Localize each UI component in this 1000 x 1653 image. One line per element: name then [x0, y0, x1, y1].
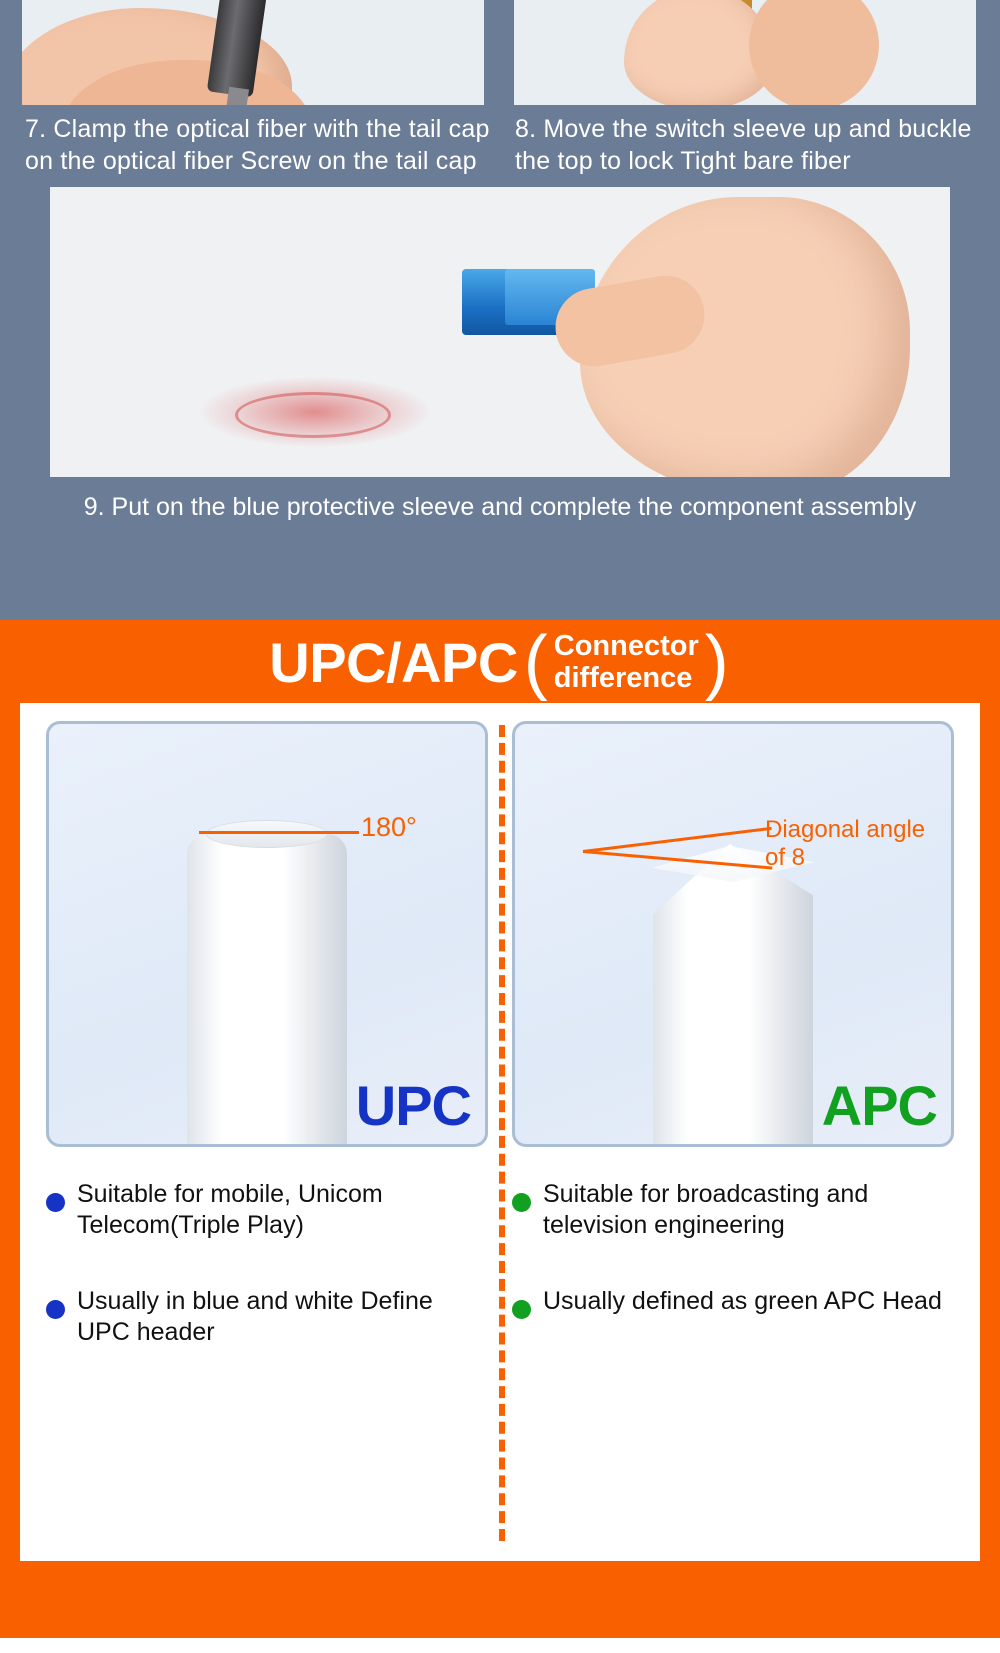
connector-difference-banner	[0, 620, 1000, 703]
red-ring-icon	[235, 392, 391, 438]
step7-caption: 7. Clamp the optical fiber with the tail cap on the optical fiber Screw on the tail cap	[25, 115, 490, 175]
list-item	[512, 1179, 954, 1242]
bullet-dot-icon	[46, 1300, 65, 1319]
list-item	[512, 1286, 954, 1319]
upc-bullet-2: Usually in blue and white Define UPC header	[77, 1286, 433, 1346]
vertical-dashed-divider	[499, 725, 505, 1541]
apc-angle-label: Diagonal angle of 8	[765, 816, 926, 871]
steps-caption-row	[0, 108, 1000, 177]
upc-bullet-1: Suitable for mobile, Unicom Telecom(Triple Play)	[77, 1180, 383, 1240]
step9-photo	[50, 187, 950, 477]
bullet-dot-icon	[46, 1193, 65, 1212]
apc-bullet-list	[512, 1179, 954, 1319]
upc-bullet-list	[46, 1179, 488, 1348]
bullet-dot-icon	[512, 1193, 531, 1212]
thumb-icon	[749, 0, 879, 105]
comparison-panel	[20, 703, 980, 1561]
apc-bullet-2: Usually defined as green APC Head	[543, 1286, 942, 1315]
upc-ferrule-image	[46, 721, 488, 1147]
step8-photo	[514, 0, 976, 105]
bullet-dot-icon	[512, 1300, 531, 1319]
upc-angle-line	[199, 831, 359, 834]
list-item	[46, 1286, 488, 1349]
list-item	[46, 1179, 488, 1242]
assembly-steps-section	[0, 0, 1000, 620]
upc-angle-label: 180°	[361, 812, 417, 842]
apc-column	[500, 721, 966, 1543]
connector-tip-icon	[225, 87, 249, 105]
banner-title: UPC/APC	[269, 631, 518, 694]
left-paren: (	[523, 621, 548, 702]
bottom-orange-strip	[0, 1583, 1000, 1638]
apc-type-label: APC	[821, 1074, 937, 1137]
step8-caption: 8. Move the switch sleeve up and buckle the top to lock Tight bare fiber	[515, 115, 972, 175]
step7-photo	[22, 0, 484, 105]
upc-flat-end-icon	[206, 820, 328, 848]
banner-subtitle-line1: Connector	[553, 629, 699, 662]
apc-ferrule-icon	[653, 844, 813, 1147]
upc-type-label: UPC	[355, 1074, 471, 1137]
apc-ferrule-image	[512, 721, 954, 1147]
banner-subtitle	[554, 631, 699, 695]
apc-bullet-1: Suitable for broadcasting and television engineering	[543, 1180, 869, 1240]
right-paren: )	[704, 621, 729, 702]
upc-apc-comparison-section	[0, 703, 1000, 1583]
step9-caption: 9. Put on the blue protective sleeve and complete the component assembly	[83, 493, 917, 521]
banner-subtitle-line2: difference	[553, 661, 693, 694]
steps-photo-row	[0, 0, 1000, 108]
upc-column	[34, 721, 500, 1543]
upc-ferrule-icon	[187, 834, 347, 1147]
